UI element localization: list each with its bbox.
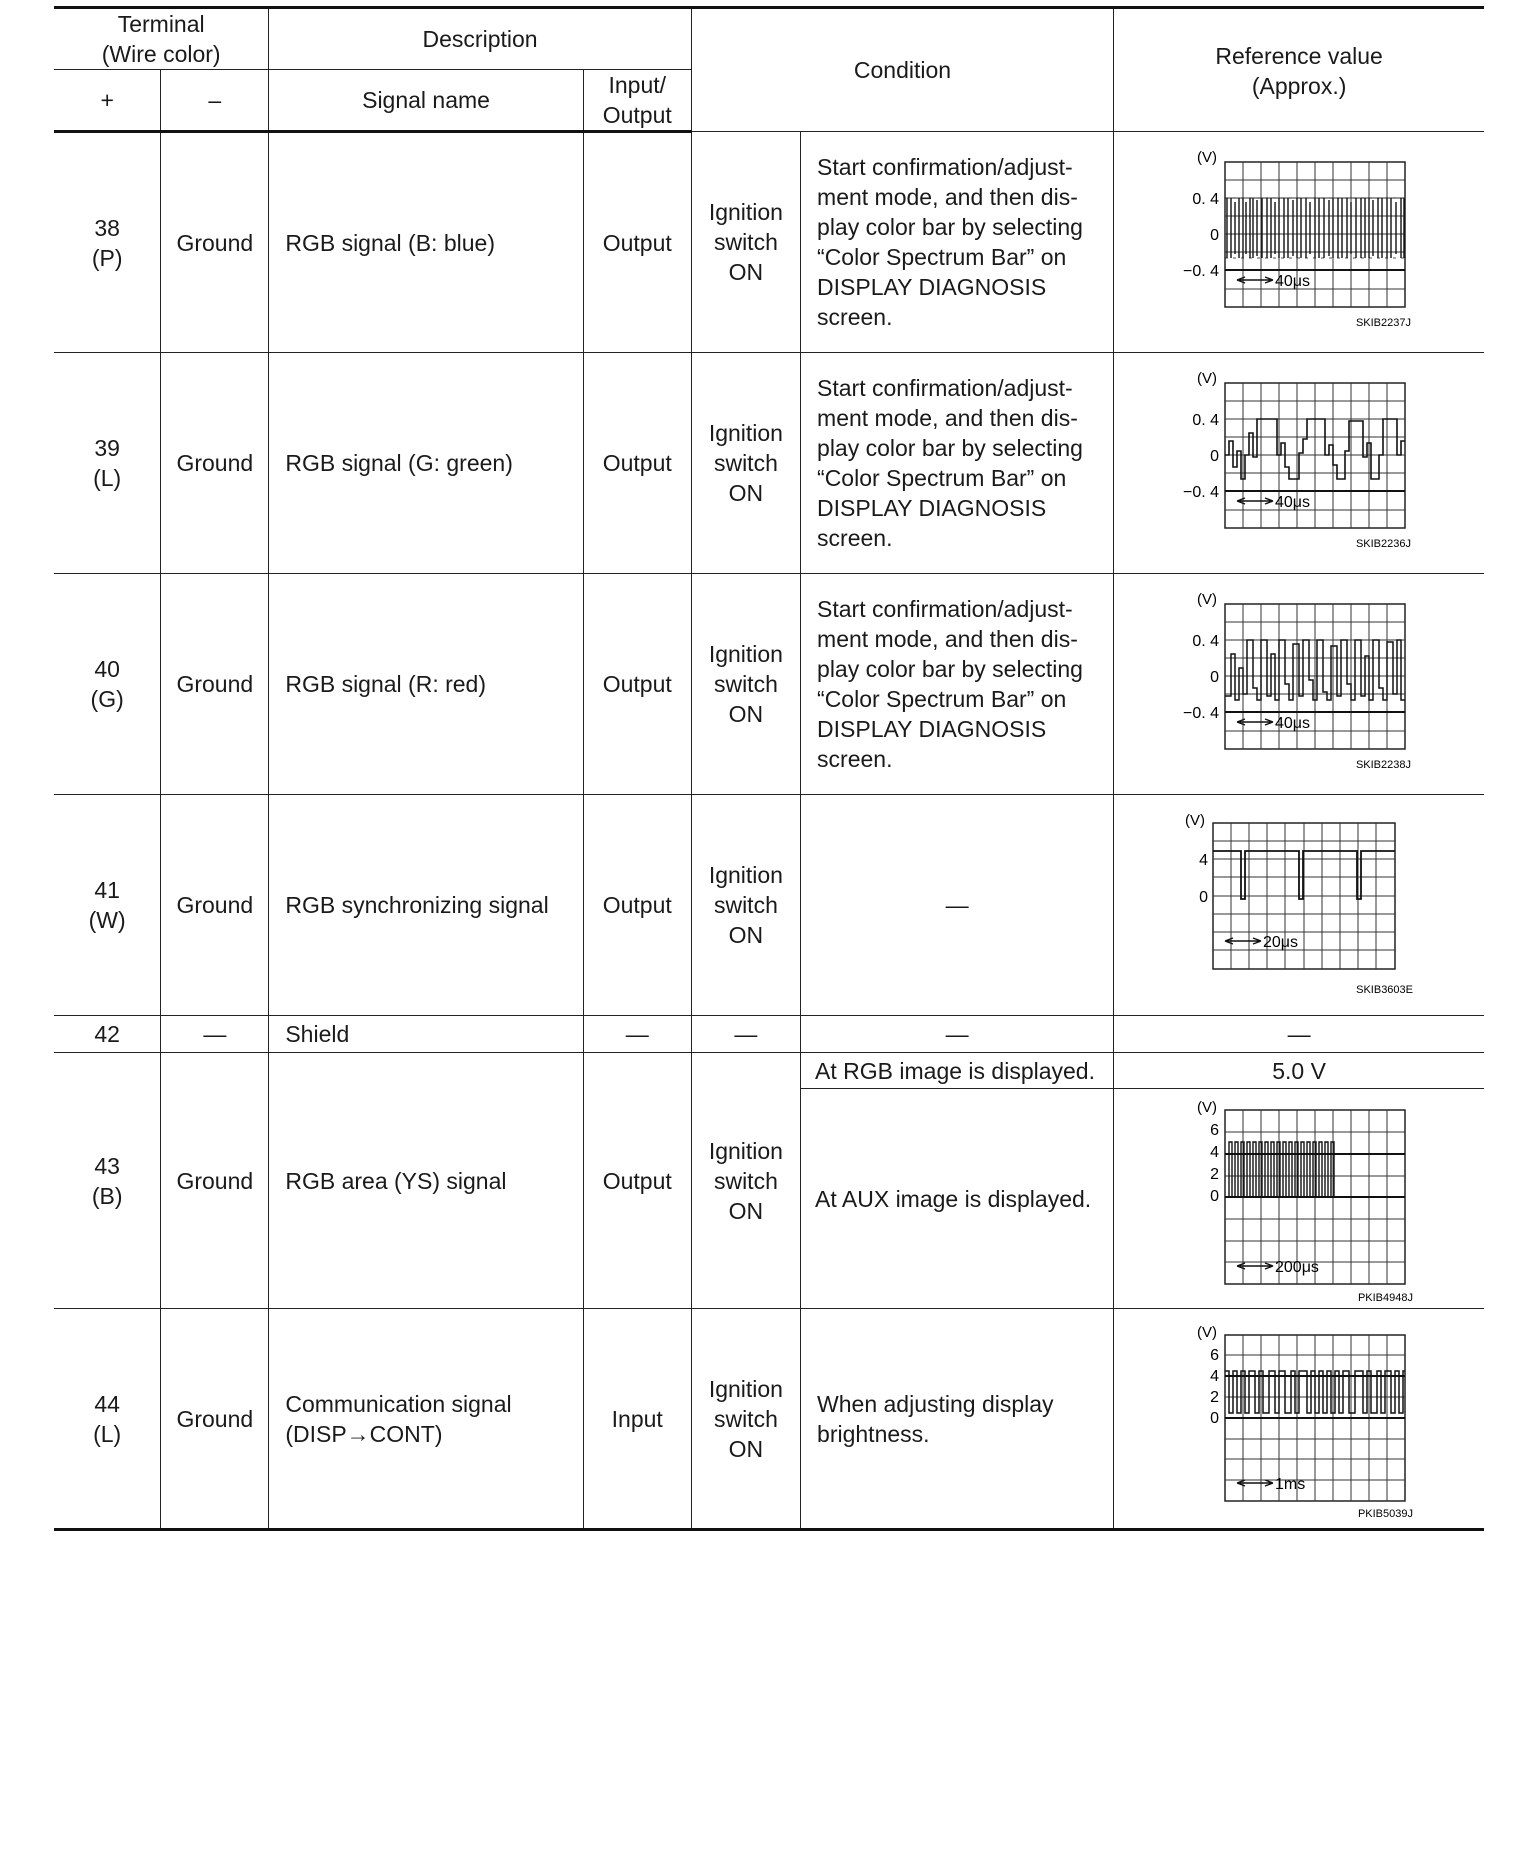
table-row (54, 795, 1484, 1016)
figure-code: SKIB3603E (1356, 984, 1414, 996)
terminal-minus: Ground (161, 795, 269, 1016)
reference-waveform (1114, 353, 1484, 574)
scope-tick: 4 (1199, 852, 1209, 869)
scope-unit: (V) (1197, 1323, 1218, 1341)
terminal-minus: — (161, 1016, 269, 1053)
condition-text: Start confirmation/adjust- ment mode, and then dis- play color bar by selecting “Color Spectrum Bar” on DISPLAY DIAGNOSIS screen. (801, 132, 1114, 353)
figure-code: PKIB4948J (1358, 1291, 1414, 1304)
condition-header: Condition (691, 8, 1113, 132)
reference-waveform (1114, 132, 1484, 353)
reference-value: — (1114, 1016, 1484, 1053)
scope-grid (1225, 1335, 1405, 1501)
scope-timebase: 200μs (1275, 1258, 1320, 1276)
scope-tick: −0. 4 (1183, 705, 1220, 722)
ignition-state: Ignition switch ON (691, 132, 800, 353)
minus-header: – (161, 70, 269, 132)
signal-name: RGB signal (B: blue) (269, 132, 583, 353)
io-value: Output (583, 132, 691, 353)
terminal-minus: Ground (161, 132, 269, 353)
figure-code: SKIB2236J (1356, 538, 1412, 550)
description-header: Description (269, 8, 691, 70)
waveform-trace (1227, 198, 1404, 258)
ignition-state: Ignition switch ON (691, 1309, 800, 1530)
scope-tick: 6 (1210, 1346, 1220, 1364)
terminal-number: 42 (54, 1016, 161, 1053)
scope-tick: 0 (1210, 227, 1220, 244)
scope-tick: 0 (1210, 1187, 1220, 1205)
signal-name: Communication signal (DISP→CONT) (269, 1309, 583, 1530)
table-row (54, 353, 1484, 574)
table-row (54, 1053, 1484, 1089)
ignition-state: Ignition switch ON (691, 1053, 800, 1309)
condition-text: At RGB image is displayed. (801, 1053, 1114, 1089)
reference-waveform (1114, 1309, 1484, 1530)
scope-tick: 0. 4 (1192, 191, 1220, 208)
scope-unit: (V) (1185, 812, 1206, 829)
scope-tick: 0 (1210, 1409, 1220, 1427)
io-header: Input/ Output (583, 70, 691, 132)
scope-tick: 0. 4 (1192, 633, 1220, 650)
terminal-minus: Ground (161, 1053, 269, 1309)
terminal-number: 41 (W) (54, 795, 161, 1016)
scope-tick: 0 (1199, 889, 1209, 906)
terminal-number: 44 (L) (54, 1309, 161, 1530)
scope-tick: −0. 4 (1183, 263, 1220, 280)
terminal-minus: Ground (161, 1309, 269, 1530)
scope-tick: 6 (1210, 1121, 1220, 1139)
table-row (54, 1309, 1484, 1530)
terminal-number: 40 (G) (54, 574, 161, 795)
table-row (54, 574, 1484, 795)
scope-grid (1225, 383, 1405, 528)
signal-name: RGB signal (R: red) (269, 574, 583, 795)
io-value: Output (583, 795, 691, 1016)
scope-tick: 0 (1210, 669, 1220, 686)
terminal-number: 38 (P) (54, 132, 161, 353)
terminal-number: 43 (B) (54, 1053, 161, 1309)
terminal-number: 39 (L) (54, 353, 161, 574)
signal-name: Shield (269, 1016, 583, 1053)
scope-tick: 0. 4 (1192, 412, 1220, 429)
ignition-state: Ignition switch ON (691, 795, 800, 1016)
scope-green (1149, 363, 1449, 563)
waveform-trace (1225, 1371, 1405, 1413)
scope-unit: (V) (1197, 370, 1218, 387)
scope-unit: (V) (1197, 1098, 1218, 1116)
scope-tick: 2 (1210, 1388, 1220, 1406)
scope-tick: 2 (1210, 1165, 1220, 1183)
io-value: Output (583, 353, 691, 574)
signal-name-header: Signal name (269, 70, 583, 132)
signal-name: RGB area (YS) signal (269, 1053, 583, 1309)
terminal-minus: Ground (161, 574, 269, 795)
scope-tick: 0 (1210, 448, 1220, 465)
scope-sync (1149, 805, 1449, 1005)
scope-blue (1149, 142, 1449, 342)
scope-timebase: 40μs (1275, 494, 1311, 511)
figure-code: SKIB2237J (1356, 317, 1412, 329)
figure-code: PKIB5039J (1358, 1507, 1414, 1519)
condition-text: — (801, 795, 1114, 1016)
condition-text: Start confirmation/adjust- ment mode, and then dis- play color bar by selecting “Color Spectrum Bar” on DISPLAY DIAGNOSIS screen. (801, 574, 1114, 795)
table-row (54, 132, 1484, 353)
table-row (54, 1016, 1484, 1053)
scope-comm (1149, 1319, 1449, 1519)
signal-name: RGB signal (G: green) (269, 353, 583, 574)
plus-header: + (54, 70, 161, 132)
scope-timebase: 40μs (1275, 715, 1311, 732)
terminal-header: Terminal (Wire color) (54, 8, 269, 70)
scope-timebase: 1ms (1275, 1475, 1306, 1493)
io-value: Output (583, 1053, 691, 1309)
scope-tick: 4 (1210, 1367, 1220, 1385)
condition-text: — (801, 1016, 1114, 1053)
scope-tick: −0. 4 (1183, 484, 1220, 501)
signal-name: RGB synchronizing signal (269, 795, 583, 1016)
scope-red (1149, 584, 1449, 784)
scope-grid (1225, 604, 1405, 749)
io-value: Output (583, 574, 691, 795)
reference-waveform (1114, 1089, 1484, 1309)
terminal-reference-table (54, 6, 1484, 1531)
scope-timebase: 40μs (1275, 273, 1311, 290)
ignition-state: — (691, 1016, 800, 1053)
reference-waveform (1114, 574, 1484, 795)
scope-unit: (V) (1197, 591, 1218, 608)
figure-code: SKIB2238J (1356, 759, 1412, 771)
scope-area (1149, 1094, 1449, 1304)
condition-text: At AUX image is displayed. (801, 1089, 1114, 1309)
ignition-state: Ignition switch ON (691, 574, 800, 795)
waveform-trace (1229, 1142, 1405, 1197)
reference-header: Reference value (Approx.) (1114, 8, 1484, 132)
ignition-state: Ignition switch ON (691, 353, 800, 574)
reference-value: 5.0 V (1114, 1053, 1484, 1089)
scope-unit: (V) (1197, 149, 1218, 166)
terminal-minus: Ground (161, 353, 269, 574)
reference-waveform (1114, 795, 1484, 1016)
io-value: — (583, 1016, 691, 1053)
scope-timebase: 20μs (1263, 934, 1299, 951)
condition-text: Start confirmation/adjust- ment mode, and then dis- play color bar by selecting “Color Spectrum Bar” on DISPLAY DIAGNOSIS screen. (801, 353, 1114, 574)
io-value: Input (583, 1309, 691, 1530)
scope-tick: 4 (1210, 1143, 1220, 1161)
condition-text: When adjusting display brightness. (801, 1309, 1114, 1530)
